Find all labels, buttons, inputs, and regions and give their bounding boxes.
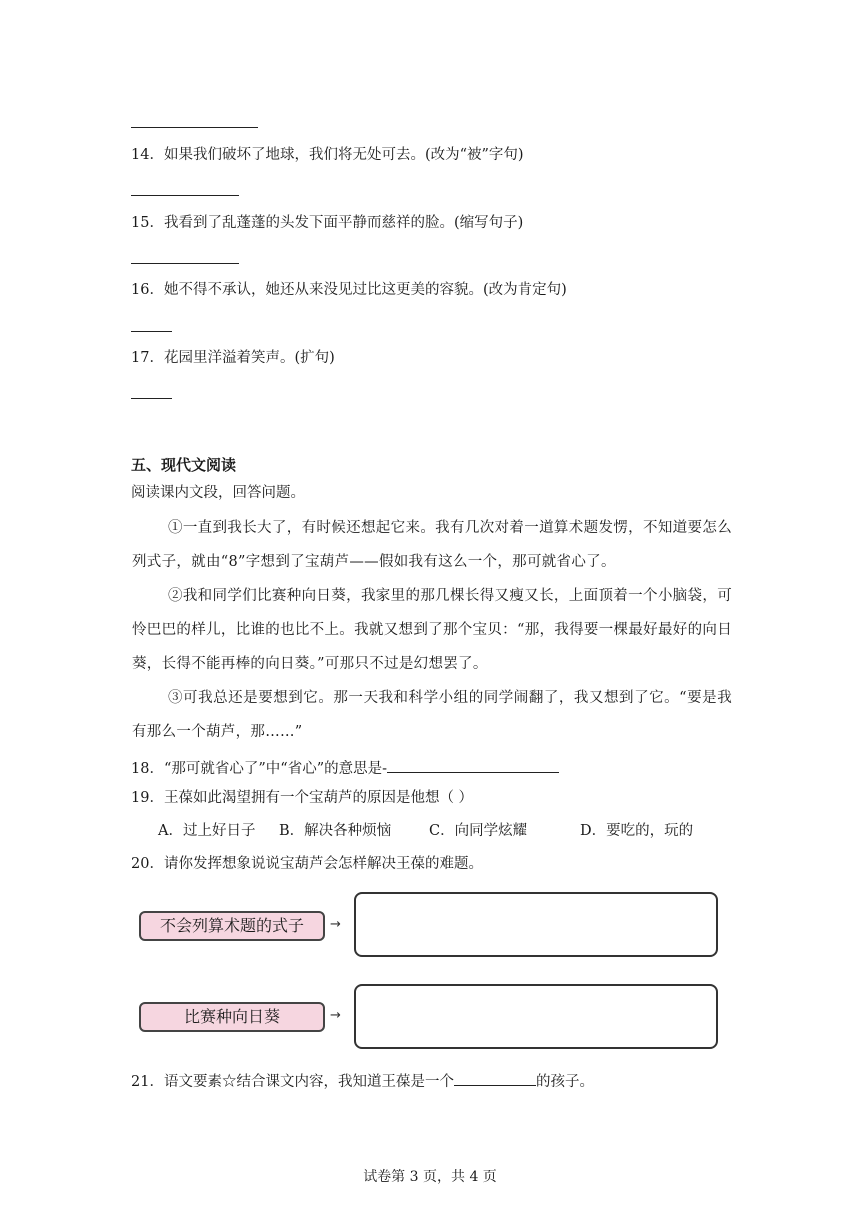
passage-paragraph-2: ②我和同学们比赛种向日葵，我家里的那几棵长得又瘦又长，上面顶着一个小脑袋，可怜巴巴的样儿，比谁的也比不上。我就又想到了那个宝贝：“那，我得要一棵最好最好的向日葵，长得不能再棒的向日葵。”可那只不过是幻想罢了。: [132, 588, 732, 672]
section-instruction: 阅读课内文段，回答问题。: [131, 485, 305, 501]
passage-paragraph-3: ③可我总还是要想到它。那一天我和科学小组的同学闹翻了，我又想到了它。“要是我有那么一个葫芦，那……”: [132, 690, 732, 740]
option-c[interactable]: C．向同学炫耀: [429, 823, 528, 839]
problem-box-arithmetic: 不会列算术题的式子: [139, 911, 325, 941]
arrow-icon: →: [330, 917, 341, 932]
question-15: 15．我看到了乱蓬蓬的头发下面平静而慈祥的脸。(缩写句子): [131, 215, 524, 231]
option-b[interactable]: B．解决各种烦恼: [279, 823, 392, 839]
answer-line-17[interactable]: [131, 398, 172, 399]
question-21-suffix: 的孩子。: [535, 1074, 594, 1090]
arrow-icon: →: [330, 1008, 341, 1023]
answer-line-16[interactable]: [131, 331, 172, 332]
question-14: 14．如果我们破坏了地球，我们将无处可去。(改为“被”字句): [131, 147, 524, 163]
answer-line-21[interactable]: [454, 1069, 536, 1086]
question-20: 20．请你发挥想象说说宝葫芦会怎样解决王葆的难题。: [131, 856, 483, 872]
question-18-text: 18．“那可就省心了”中“省心”的意思是-: [131, 761, 388, 777]
answer-line-14[interactable]: [131, 195, 239, 196]
answer-box-1[interactable]: [354, 892, 718, 957]
question-18: [131, 756, 559, 779]
answer-line-18[interactable]: [387, 756, 559, 773]
page-footer: 试卷第 3 页，共 4 页: [363, 1169, 497, 1185]
option-a[interactable]: A．过上好日子: [158, 823, 256, 839]
passage-paragraph-1: ①一直到我长大了，有时候还想起它来。我有几次对着一道算术题发愣，不知道要怎么列式子，就由“8”字想到了宝葫芦——假如我有这么一个，那可就省心了。: [132, 520, 732, 570]
problem-box-sunflower: 比赛种向日葵: [139, 1002, 325, 1032]
answer-box-2[interactable]: [354, 984, 718, 1049]
question-21: [131, 1069, 594, 1092]
answer-line-13[interactable]: [131, 127, 258, 128]
question-21-text: 21．语文要素☆结合课文内容，我知道王葆是一个: [131, 1074, 454, 1090]
question-17: 17．花园里洋溢着笑声。(扩句): [131, 350, 335, 366]
option-d[interactable]: D．要吃的，玩的: [580, 823, 694, 839]
answer-line-15[interactable]: [131, 263, 239, 264]
question-16: 16．她不得不承认，她还从来没见过比这更美的容貌。(改为肯定句): [131, 282, 567, 298]
question-19: 19．王葆如此渴望拥有一个宝葫芦的原因是他想（ ）: [131, 790, 474, 806]
section-title: 五、现代文阅读: [131, 456, 237, 474]
